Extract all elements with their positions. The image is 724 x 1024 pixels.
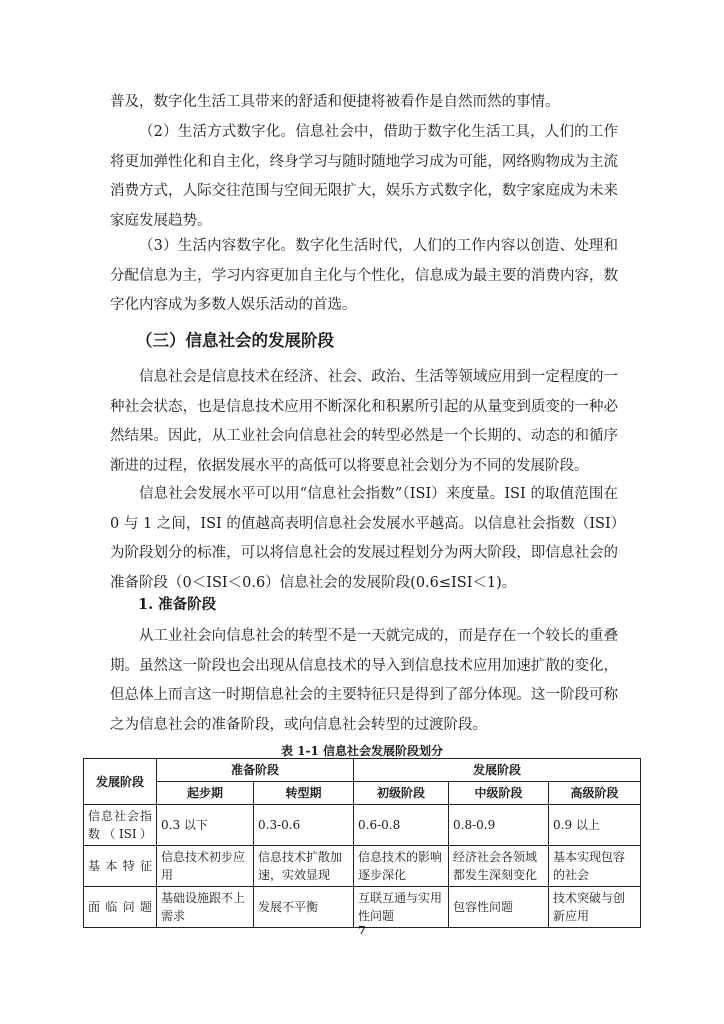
table-header-row [84, 759, 641, 782]
table-col-header: 起步期 [157, 782, 254, 805]
table-cell: 技术突破与创新应用 [549, 887, 641, 928]
table-cell: 包容性问题 [449, 887, 549, 928]
table-subheader-row [84, 782, 641, 805]
table-group-preparation: 准备阶段 [157, 759, 354, 782]
table-group-development: 发展阶段 [354, 759, 641, 782]
section-heading: （三）信息社会的发展阶段 [136, 331, 334, 350]
table-col-header: 转型期 [254, 782, 354, 805]
paragraph-preparation: 从工业社会向信息社会的转型不是一天就完成的，而是存在一个较长的重叠期。虽然这一阶段也会出现从信息技术的导入到信息技术应用加速扩散的变化，但总体上而言这一时期信息社会的主要特征只是得到了部分体现。这一阶段可称之为信息社会的准备阶段，或向信息社会转型的过渡阶段。 [110, 628, 618, 733]
table-cell: 0.6-0.8 [354, 805, 449, 846]
table-cell: 基本实现包容的社会 [549, 846, 641, 887]
table-cell: 0.3-0.6 [254, 805, 354, 846]
table-cell: 0.9 以上 [549, 805, 641, 846]
table-row [84, 805, 641, 846]
paragraph-intro-end: 普及，数字化生活工具带来的舒适和便捷将被看作是自然而然的事情。 [110, 94, 560, 110]
page-number: 7 [358, 924, 366, 937]
table-cell: 0.3 以下 [157, 805, 254, 846]
subheading-preparation: 1. 准备阶段 [138, 596, 217, 613]
table-row [84, 846, 641, 887]
table-cell: 发展不平衡 [254, 887, 354, 928]
table-cell: 经济社会各领域都发生深刻变化 [449, 846, 549, 887]
table-corner-cell: 发展阶段 [84, 759, 157, 805]
table-cell: 信息技术初步应用 [157, 846, 254, 887]
table-cell: 互联互通与实用性问题 [354, 887, 449, 928]
paragraph-isi: 信息社会发展水平可以用“信息社会指数”（ISI）来度量。ISI 的取值范围在 0 与 1 之间，ISI 的值越高表明信息社会发展水平越高。以信息社会指数（ISI）为阶段划分的标准，可以将信息社会的发展过程划分为两大阶段，即信息社会的准备阶段（0＜ISI＜0.6）信息社会的发展阶段(0.6≤ISI＜1)。 [110, 486, 618, 591]
stage-table [83, 758, 641, 928]
paragraph-definition: 信息社会是信息技术在经济、社会、政治、生活等领域应用到一定程度的一种社会状态，也是信息技术应用不断深化和积累所引起的从量变到质变的一种必然结果。因此，从工业社会向信息社会的转型必然是一个长期的、动态的和循序渐进的过程，依据发展水平的高低可以将要息社会划分为不同的发展阶段。 [110, 369, 618, 474]
table-row-header: 信息社会指数（ISI） [84, 805, 157, 846]
table-caption: 表 1-1 信息社会发展阶段划分 [280, 744, 444, 758]
paragraph-life-content: （3）生活内容数字化。数字化生活时代，人们的工作内容以创造、处理和分配信息为主，学习内容更加自主化与个性化，信息成为最主要的消费内容，数字化内容成为多数人娱乐活动的首选。 [110, 238, 618, 313]
table-col-header: 高级阶段 [549, 782, 641, 805]
table-row-header: 面临问题 [84, 887, 157, 928]
table-cell: 基础设施跟不上需求 [157, 887, 254, 928]
table-col-header: 初级阶段 [354, 782, 449, 805]
table-row [84, 887, 641, 928]
table-cell: 信息技术的影响逐步深化 [354, 846, 449, 887]
paragraph-lifestyle: （2）生活方式数字化。信息社会中，借助于数字化生活工具，人们的工作将更加弹性化和自主化，终身学习与随时随地学习成为可能，网络购物成为主流消费方式，人际交往范围与空间无限扩大，娱乐方式数字化，数字家庭成为未来家庭发展趋势。 [110, 124, 618, 229]
table-row-header: 基本特征 [84, 846, 157, 887]
table-cell: 0.8-0.9 [449, 805, 549, 846]
table-cell: 信息技术扩散加速，实效显现 [254, 846, 354, 887]
table-col-header: 中级阶段 [449, 782, 549, 805]
